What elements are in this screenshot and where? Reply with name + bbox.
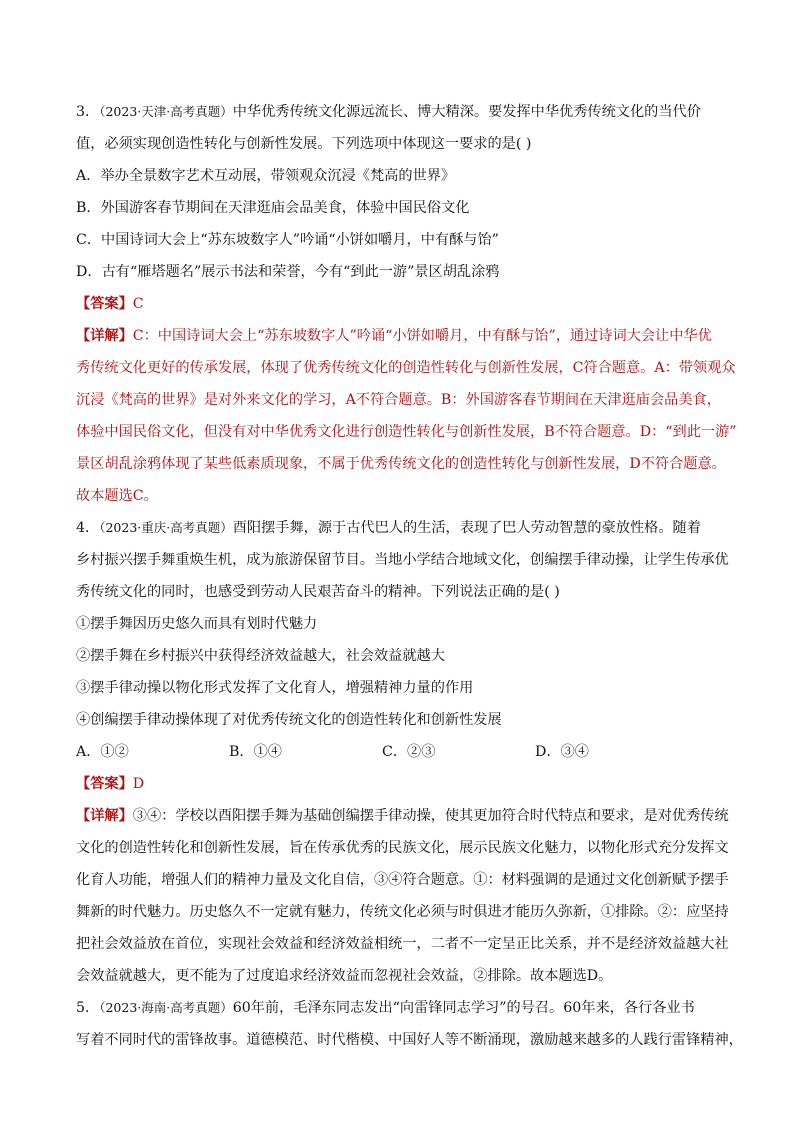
- q4-detail-line-4: 舞新的时代魅力。历史悠久不一定就有魅力，传统文化必须与时俱进才能历久弥新，①排除。②：应坚持: [76, 904, 729, 920]
- q5-stem-line-2: 写着不同时代的雷锋故事。道德模范、时代楷模、中国好人等不断涌现，激励越来越多的人践行雷锋精神，: [76, 1032, 743, 1048]
- q4-source: （2023·重庆·高考真题）: [99, 520, 233, 535]
- q4-option-d: D．③④: [535, 744, 589, 760]
- q3-detail-line-3: 沉浸《梵高的世界》是对外来文化的学习，A不符合题意。B：外国游客春节期间在天津逛庙会品美食，: [76, 392, 721, 408]
- q3-detail-line-6: 故本题选C。: [76, 488, 158, 504]
- q3-answer: [76, 288, 746, 320]
- q5-stem-line-1: [76, 992, 746, 1024]
- q4-detail-line-5: 把社会效益放在首位，实现社会效益和经济效益相统一，二者不一定呈正比关系，并不是经济效益越大社: [76, 936, 729, 952]
- q4-answer-value: D: [132, 776, 145, 792]
- q3-detail-text-1: C：中国诗词大会上“苏东坡数字人”吟诵“小饼如嚼月，中有酥与饴”，通过诗词大会让中华优: [132, 328, 712, 344]
- q3-option-d: D．古有“雁塔题名”展示书法和荣誉，今有“到此一游”景区胡乱涂鸦: [76, 264, 500, 280]
- q5-source: （2023·海南·高考真题）: [99, 1000, 233, 1015]
- q3-answer-tag: 【答案】: [76, 296, 133, 312]
- q3-number: 3．: [76, 104, 100, 120]
- q3-detail-line-5: 景区胡乱涂鸦体现了某些低素质现象，不属于优秀传统文化的创造性转化与创新性发展，D不符合题意。: [76, 456, 726, 472]
- q3-stem-text-1: 中华优秀传统文化源远流长、博大精深。要发挥中华优秀传统文化的当代价: [232, 104, 701, 120]
- q4-option-a: A．①②: [76, 744, 129, 760]
- q3-stem-line-2: 值，必须实现创造性转化与创新性发展。下列选项中体现这一要求的是( ): [76, 136, 532, 152]
- q4-stem-text-1: 酉阳摆手舞，源于古代巴人的生活，表现了巴人劳动智慧的豪放性格。随着: [232, 520, 701, 536]
- q4-answer-tag: 【答案】: [76, 776, 133, 792]
- q3-stem-line-1: [76, 96, 746, 128]
- q4-option-c: C．②③: [382, 744, 436, 760]
- q3-detail-line-1: [76, 320, 746, 352]
- q4-stem-line-3: 秀传统文化的同时，也感受到劳动人民艰苦奋斗的精神。下列说法正确的是( ): [76, 584, 560, 600]
- q4-options: [76, 736, 746, 768]
- q3-answer-value: C: [132, 296, 144, 312]
- q3-option-b: B．外国游客春节期间在天津逛庙会品美食，体验中国民俗文化: [76, 200, 470, 216]
- q5-stem-text-1: 60年前，毛泽东同志发出“向雷锋同志学习”的号召。60年来，各行各业书: [232, 1000, 695, 1016]
- q4-number: 4．: [76, 520, 100, 536]
- q4-detail-tag: 【详解】: [76, 808, 133, 824]
- q4-statement-1: ①摆手舞因历史悠久而具有划时代魅力: [76, 616, 318, 632]
- q4-statement-3: ③摆手律动操以物化形式发挥了文化育人，增强精神力量的作用: [76, 680, 474, 696]
- q4-answer: [76, 768, 746, 800]
- q4-detail-line-6: 会效益就越大，更不能为了过度追求经济效益而忽视社会效益，②排除。故本题选D。: [76, 968, 613, 984]
- q4-detail-line-1: [76, 800, 746, 832]
- document-page: [76, 96, 746, 1056]
- q4-option-b: B．①④: [229, 744, 282, 760]
- q3-detail-line-4: 体验中国民俗文化，但没有对中华优秀文化进行创造性转化与创新性发展，B不符合题意。D：“到此一游”: [76, 424, 737, 440]
- q3-option-a: A．举办全景数字艺术互动展，带领观众沉浸《梵高的世界》: [76, 168, 456, 184]
- q4-stem-line-1: [76, 512, 746, 544]
- q4-detail-line-3: 化育人功能，增强人们的精神力量及文化自信，③④符合题意。①：材料强调的是通过文化创新赋予摆手: [76, 872, 729, 888]
- q4-detail-text-1: ③④：学校以酉阳摆手舞为基础创编摆手律动操，使其更加符合时代特点和要求，是对优秀传统: [132, 808, 729, 824]
- q5-number: 5．: [76, 1000, 100, 1016]
- q3-option-c: C．中国诗词大会上“苏东坡数字人”吟诵“小饼如嚼月，中有酥与饴”: [76, 232, 499, 248]
- q3-detail-line-2: 秀传统文化更好的传承发展，体现了优秀传统文化的创造性转化与创新性发展，C符合题意。A：带领观众: [76, 360, 736, 376]
- q3-detail-tag: 【详解】: [76, 328, 133, 344]
- q3-source: （2023·天津·高考真题）: [99, 104, 233, 119]
- q4-detail-line-2: 文化的创造性转化和创新性发展，旨在传承优秀的民族文化，展示民族文化魅力，以物化形式充分发挥文: [76, 840, 729, 856]
- q4-statement-4: ④创编摆手律动操体现了对优秀传统文化的创造性转化和创新性发展: [76, 712, 502, 728]
- q4-statement-2: ②摆手舞在乡村振兴中获得经济效益越大，社会效益就越大: [76, 648, 445, 664]
- q4-stem-line-2: 乡村振兴摆手舞重焕生机，成为旅游保留节目。当地小学结合地域文化，创编摆手律动操，让学生传承优: [76, 552, 729, 568]
